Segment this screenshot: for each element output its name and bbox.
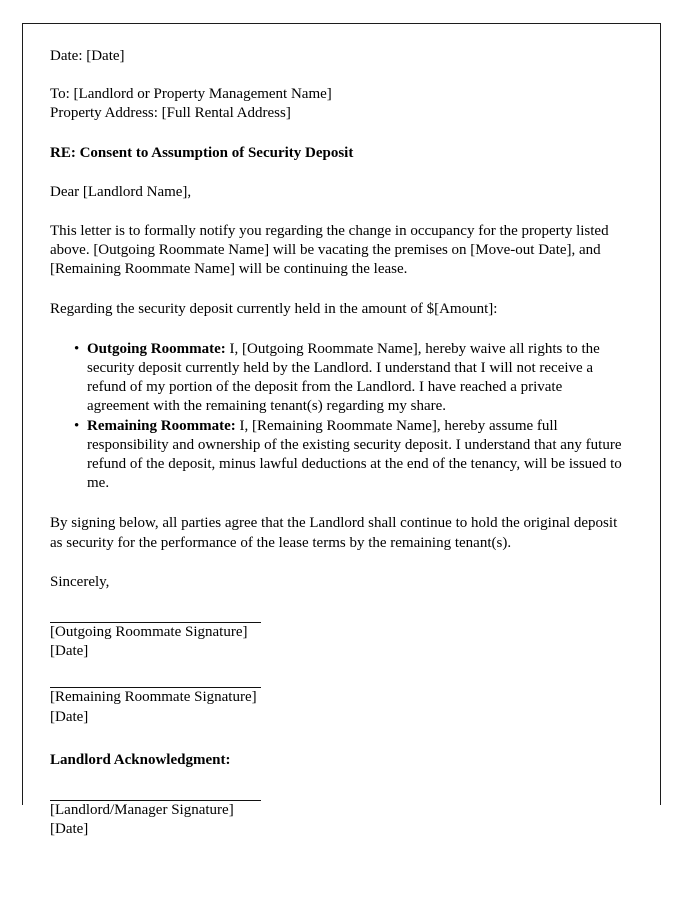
landlord-acknowledgment-heading: Landlord Acknowledgment: — [50, 751, 231, 768]
property-address-line: Property Address: [Full Rental Address] — [50, 105, 291, 122]
signature-label-remaining-roommate: [Remaining Roommate Signature] — [50, 689, 257, 706]
spacer — [50, 163, 624, 183]
intro-paragraph: This letter is to formally notify you regarding the change in occupancy for the property listed above. [Outgoing Roommate Name] will be vacating the premises on [Move-out Date], and [Remaining Roommate Name] will be continuing the lease. — [50, 223, 609, 278]
date-line: Date: [Date] — [50, 48, 125, 64]
recipient-line: To: [Landlord or Property Management Name] — [50, 86, 332, 103]
spacer — [50, 727, 624, 751]
bullet-text-outgoing-roommate: I, [Outgoing Roommate Name], hereby waive all rights to the security deposit currently held by the Landlord. I understand that I will not receive a refund of my portion of the deposit from the Landlord. I have reached a private agreement with the remaining tenant(s) regarding my share. — [87, 340, 600, 415]
signature-block-outgoing-roommate — [50, 622, 624, 661]
terms-list — [50, 340, 624, 494]
spacer — [50, 202, 624, 222]
signature-label-outgoing-roommate: [Outgoing Roommate Signature] — [50, 624, 248, 641]
document-body — [50, 47, 624, 839]
signature-block-landlord — [50, 800, 624, 839]
closing-paragraph: By signing below, all parties agree that the Landlord shall continue to hold the original deposit as security for the performance of the lease terms by the remaining tenant(s). — [50, 515, 618, 551]
spacer — [50, 553, 624, 573]
spacer — [50, 124, 624, 144]
spacer — [50, 319, 624, 340]
spacer — [50, 592, 624, 622]
signature-block-remaining-roommate — [50, 687, 624, 726]
spacer — [50, 661, 624, 687]
signature-date-landlord: [Date] — [50, 821, 89, 838]
spacer — [50, 770, 624, 800]
bullet-text-remaining-roommate: I, [Remaining Roommate Name], hereby assume full responsibility and ownership of the existing security deposit. I understand that any future refund of the deposit, minus lawful deductions at the end of the tenancy, will be issued to me. — [87, 417, 622, 492]
bullet-label-outgoing-roommate: Outgoing Roommate: — [87, 340, 226, 357]
spacer — [50, 493, 624, 514]
salutation: Dear [Landlord Name], — [50, 183, 192, 200]
signature-label-landlord: [Landlord/Manager Signature] — [50, 802, 234, 819]
bullet-label-remaining-roommate: Remaining Roommate: — [87, 417, 236, 434]
sign-off: Sincerely, — [50, 573, 110, 590]
deposit-lead-in-paragraph: Regarding the security deposit currently held in the amount of $[Amount]: — [50, 300, 498, 317]
signature-date-remaining-roommate: [Date] — [50, 708, 89, 725]
spacer — [50, 280, 624, 300]
list-item — [87, 417, 624, 494]
spacer — [50, 66, 624, 85]
signature-date-outgoing-roommate: [Date] — [50, 643, 89, 660]
list-item — [87, 340, 624, 417]
document-page — [22, 23, 661, 838]
subject-line: RE: Consent to Assumption of Security Deposit — [50, 144, 354, 161]
